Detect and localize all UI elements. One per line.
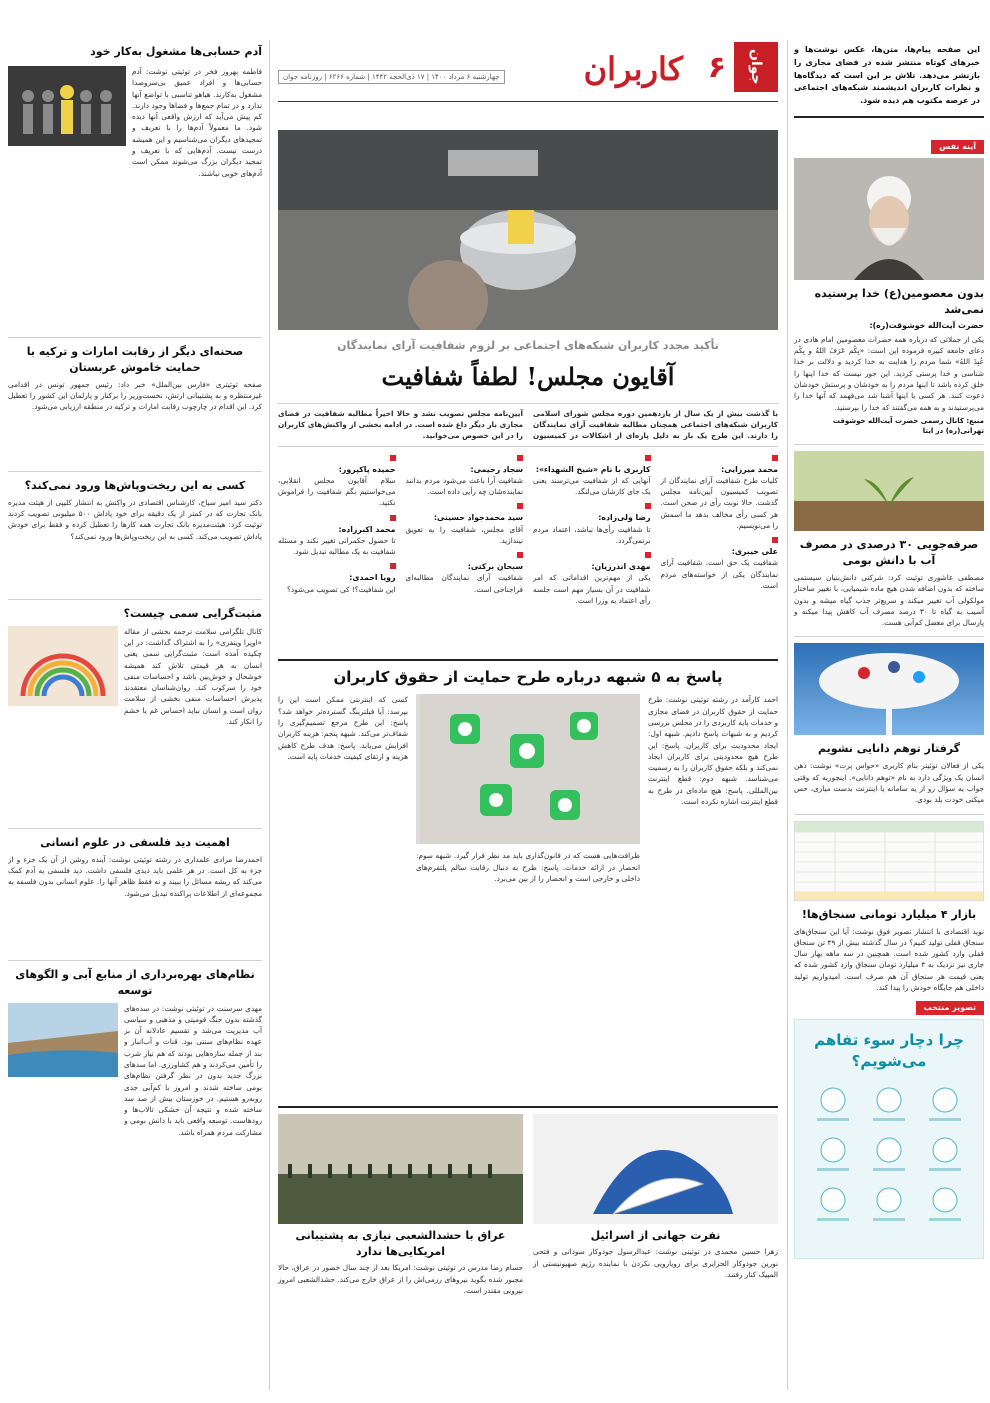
lead-comment-text: یکی از مهم‌ترین اقداماتی که امر شفافیت در آن بسیار مهم است جلسه رأی اعتماد به وزرا است.	[533, 573, 651, 605]
trap-body: یکی از فعالان توئیتر بنام کاربری «حواس پرت» نوشت: ذهن انسان یک ویژگی دارد به نام «توهم دانایی». اینجوریه که وقتی جواب یه سؤال رو از یه سامانه یا اینترنت بدست میاری، حس میکنی خودت بلد بودی.	[794, 761, 984, 805]
lead-items	[278, 453, 778, 653]
bullet-square-icon	[772, 455, 778, 461]
spreadsheet-icon	[795, 822, 983, 900]
iraq-photo	[278, 1114, 523, 1224]
intro-text: این صفحه پیام‌ها، متن‌ها، عکس نوشت‌ها و خبرهای کوتاه منتشر شده در فضای مجازی را بازنشر می‌دهد. تلاش بر این است که دیدگاه‌ها و نظرات کاربران اندیشمند شبکه‌های اجتماعی در عرصه مکتوب هم دیده شود.	[794, 45, 980, 106]
whatsapp-icons-icon	[420, 694, 640, 844]
lead-comment	[533, 501, 651, 546]
lead-comment-author: حمیده پاکپرور:	[338, 464, 396, 474]
dams-section	[8, 967, 262, 1373]
lead-comment-text: شفافیت یک حق است. شفافیت آرای نمایندگان یکی از خواسته‌های مردم است.	[660, 558, 778, 591]
bread-body: دکتر سید امیر سیاح، کارشناس اقتصادی در واکنش به انتشار کلیپی از هیئت مدیره بانک تجارت که در کمتر از یک دقیقه برای خود پاداش ۵۰۰ میلیونی تصویب کردند توئیت کرد: هیئت‌مدیره بانک تجارت همه کارها را تعطیل کرده و فقط برای خودش پاداش تصویب می‌کند. کسی به این ریخت‌وپاش‌ها ورود نمی‌کند؟	[8, 497, 262, 541]
judo-story	[533, 1114, 778, 1296]
mirror-source: منبع: کانال رسمی حضرت آیت‌الله خوشوقت تهرانی(ره) در ایتا	[832, 416, 984, 435]
lead-comment-author: محمد میرزایی:	[721, 464, 778, 474]
lead-comment-author: علی خیبری:	[731, 547, 778, 557]
protection-body-middle: ظرافت‌هایی هست که در قانون‌گذاری باید مد نظر قرار گیرد. شبهه سوم: انحصار در ارائه خدمات. پاسخ: طرح به دنبال رقابت سالم پلتفرم‌های داخلی و خارجی است و انحصار را از بین می‌برد.	[416, 851, 640, 883]
lead-comment	[533, 453, 651, 498]
intro-box	[794, 40, 984, 118]
people-figures-icon	[8, 66, 126, 146]
mirror-tag: آینه نفس	[931, 140, 984, 154]
dams-headline: نظام‌های بهره‌برداری از منابع آبی و الگوهای توسعه	[15, 967, 255, 997]
lead-comment-text: شفافیت آرای نمایندگان مطالبه‌ای فراجناحی است.	[405, 573, 523, 594]
center-column	[278, 0, 778, 1296]
lead-comment-text: سلام آقایون مجلس انقلابی، می‌خواستیم بگم شفافیت را فراموش نکنید.	[278, 475, 396, 508]
protection-headline: پاسخ به ۵ شبهه درباره طرح حمایت از حقوق کاربران	[333, 667, 723, 686]
logo-box	[734, 42, 778, 92]
dam-icon	[8, 1003, 118, 1077]
lead-comment-text: تا شفافیت رأی‌ها نباشد، اعتماد مردم برنمی‌گردد.	[533, 524, 651, 545]
positive-section	[8, 606, 262, 822]
lead-comment-author: رضا ولی‌زاده:	[598, 513, 651, 523]
lead-comment-text: این شفافیت؟! کی تصویب می‌شود؟	[287, 584, 396, 594]
lead-comment	[278, 453, 396, 509]
lead-summary: با گذشت بیش از یک سال از یازدهمین دوره مجلس شورای اسلامی کاربران شبکه‌های اجتماعی همچنان مطالبه شفافیت آرای نمایندگان را دارند. این طرح یک بار به دلیل پاره‌ای از اشکالات در کمیسیون آیین‌نامه مجلس تصویب نشد و حالا اخیراً مطالبه شفافیت در فضای مجازی بار دیگر داغ شده است. در ادامه بخشی از واکنش‌های کاربران را در این خصوص می‌خوانید.	[278, 408, 778, 441]
lead-comment	[406, 550, 524, 595]
lead-comment-text: آقای مجلس، شفافیت را به تعویق نیندازید.	[405, 524, 523, 545]
parliament-photo	[278, 130, 778, 330]
bullet-square-icon	[645, 503, 651, 509]
lead-comment-author: سید محمدجواد حسینی:	[433, 513, 523, 523]
bullet-square-icon	[390, 455, 396, 461]
iraq-headline: عراق با حشدالشعبی نیازی به پشتیبانی امریکایی‌ها ندارد	[295, 1229, 506, 1259]
water-headline: صرفه‌جویی ۳۰ درصدی در مصرف آب با دانش بومی	[799, 538, 979, 568]
lead-comment	[278, 561, 396, 594]
figures-photo	[8, 66, 126, 146]
mirror-byline: حضرت آیت‌الله خوشوقت(ره):	[869, 321, 984, 331]
lead-comment	[661, 453, 779, 532]
section-title: کاربران	[583, 50, 683, 88]
lead-comment-author: کاربری با نام «شیخ الشهداء»:	[535, 464, 651, 474]
human-section	[8, 44, 262, 331]
lead-comment-text: آنهایی که از شفافیت می‌ترسند یعنی یک جای کارشان می‌لنگد.	[533, 475, 651, 497]
judo-body: زهرا حسین محمدی در توئیتی نوشت: عبدالرسول جودوکار سودانی و فتحی نورین جودوکار الجزایری برای رویارویی نکردن با نماینده رژیم صهیونیستی از المپیک کنار رفتند.	[533, 1247, 778, 1279]
issue-info: چهارشنبه ۶ مرداد ۱۴۰۰ | ۱۷ ذی‌الحجه ۱۴۴۲ | شماره ۶۲۶۶ | روزنامه جوان	[278, 70, 505, 84]
water-body: مصطفی عاشوری توئیت کرد: شرکتی دانش‌بنیان سیستمی ساخته که بدون اضافه شدن هیچ ماده شیمیایی، با تغییر ساختار مولکولی آب تغییر میکند و سریع‌تر جذب گیاه میشه و بدون آسیب به گیاه تا ۳۰ درصد مصرف آب کاهش پیدا میکنه و پارسال برای معضل کم‌آبی هست.	[794, 572, 984, 628]
bullet-square-icon	[517, 455, 523, 461]
bread-headline: کسی به این ریخت‌وپاش‌ها ورود نمی‌کند؟	[24, 478, 246, 492]
philosophy-body: احمدرضا مرادی علمداری در رشته توئیتی نوشت: آینده روشن از آن یک جزء و از جزء به کل است. در هر علمی باید دیدی فلسفی داشت. دید فلسفی به آدم کمک می‌کند که ریشه مسائل را ببیند و نه فقط ظاهر آنها را. علوم انسانی بدون فلسفه به مجموعه‌ای از اطلاعات پراکنده تبدیل می‌شود.	[8, 854, 262, 898]
emirates-headline: صحنه‌ای دیگر از رقابت امارات و ترکیه با حمایت خاموش عربستان	[26, 344, 244, 374]
protection-body-left: کسی که اینترنتی ممکن است این را بپرسد: آیا فیلترینگ گسترده‌تر خواهد شد؟ پاسخ: این طرح مرجع تصمیم‌گیری را شفاف‌تر می‌کند. شبهه پنجم: هزینه کاربران افزایش می‌یابد. پاسخ: هدف طرح کاهش هزینه و ارتقای کیفیت خدمات پایه است.	[278, 695, 408, 761]
judo-photo	[533, 1114, 778, 1224]
featured-tag: تصویر منتخب	[916, 1001, 984, 1015]
ballot-box-icon	[278, 130, 778, 330]
lead-comment-author: محمد اکبرزاده:	[338, 524, 396, 534]
protection-body-right: احمد کارآمد در رشته توئیتی نوشت: طرح حمایت از حقوق کاربران در فضای مجازی و خدمات پایه کاربردی را در مجلس بررسی کردیم و به شبهات پاسخ دادیم. شبهه اول: ایجاد محدودیت برای کاربران. پاسخ: این طرح هیچ محدودیتی برای کاربران ایجاد نمی‌کند و بلکه حقوق کاربران را به رسمیت می‌شناسد. شبهه دوم: قطع اینترنت بین‌المللی. پاسخ: هیچ ماده‌ای در طرح به قطع اینترنت اشاره نکرده است.	[648, 695, 778, 807]
dams-body: مهدی سرسنت در توئیتی نوشت: در سده‌های گذشته بدون جنگ قومیتی و مذهبی و سیاسی آب مدیریت می‌شد و تقسیم عادلانه آن بر عهده نظام‌های سنتی بود. قنات و آب‌انبار و بند از جمله سازه‌هایی بودند که هم نیاز شرب را تأمین می‌کردند و هم کشاورزی. اما سدهای بزرگ جدید بدون در نظر گرفتن نظام‌های بومی ساخته شدند و امروز با کم‌آبی جدی روبه‌رو هستیم. در خوزستان بیش از صد سد ساخته شده و نتیجه آن خشکی تالاب‌ها و رودهاست. توسعه واقعی باید با دانش بومی و مشارکت مردم همراه باشد.	[124, 1003, 262, 1137]
lead-comment-text: تا حصول حکمرانی تغییر نکند و مسئله شفافیت به یک مطالبه تبدیل شود.	[278, 535, 396, 557]
iraq-story	[278, 1114, 523, 1296]
dam-photo	[8, 1003, 118, 1077]
mirror-body: یکی از جملاتی که درباره همه حضرات معصومین امام هادی در دعای جامعه کبیره فرموده این است: «بِکُم عَرَفَ اللهُ و بِکُم عُبِدَ اللهُ» شما مردم را هدایت به خدا کردید و دلالت بر خدا شناسی و خدا پرستی کردید. این جور نیست که خدا اینها را خلق کرده باشد تا اینها مردم را به خودشان و پرستش خودشان دعوت کنند. هر کسی با اینها آشنا شد می‌فهمد که آنها خدا را می‌پرستیدند و به همه می‌گفتند که خدا را بپرستید.	[794, 334, 984, 412]
judo-headline: نفرت جهانی از اسرائیل	[590, 1229, 721, 1243]
bazaar-headline: بازار ۴ میلیارد تومانی سنجاق‌ها!	[801, 907, 977, 921]
human-body: فاطمه بهروز فخر در توئیتی نوشت: آدم حسابی‌ها و افراد عمیق بی‌سروصدا مشغول به‌کارند. هیاهو تناسبی با تواضع آنها ندارد و در تمام جمع‌ها و فضاها وجود دارند. کم پیش می‌آید که ارزش واقعی آنها دیده شود. ما معمولاً آدم‌ها را با تعریف و تمجیدهای دیگران می‌شناسیم و این همیشه درست نیست. آدم‌هایی که با تعریف و تمجید دیگران بزرگ می‌شوند ممکن است آدم‌های خوبی نباشند.	[132, 66, 262, 178]
rainbow-drawing-icon	[8, 626, 118, 706]
featured-title: چرا دچار سوء تفاهم می‌شویم؟	[814, 1030, 964, 1070]
featured-poster	[794, 1019, 984, 1259]
right-column	[794, 0, 984, 1259]
lead-comment	[533, 550, 651, 606]
lead-comment-text: کلیات طرح شفافیت آرای نمایندگان از تصویب کمیسیون آیین‌نامه مجلس گذشت. حالا نوبت رأی در صحن است. هر کسی رأی مخالف بدهد ما اسمش را می‌نویسیم.	[660, 475, 778, 530]
infographic-icon	[803, 1080, 975, 1250]
bullet-square-icon	[645, 455, 651, 461]
logo-text: جوان	[748, 49, 765, 85]
lead-comment	[278, 513, 396, 558]
protection-body	[278, 694, 778, 1102]
rainbow-photo	[8, 626, 118, 706]
bullet-square-icon	[390, 515, 396, 521]
lead-comment-author: سبحان برکتی:	[467, 562, 523, 572]
parade-icon	[278, 1114, 523, 1224]
judo-icon	[533, 1114, 778, 1224]
mirror-section	[794, 140, 984, 436]
iraq-body: حسام رضا مدرس در توئیتی نوشت: امریکا بعد از چند سال حضور در عراق، حالا مجبور شده بگوید نیروهای رزمی‌اش را از عراق خارج می‌کند. حشدالشعبی امروز نیرویی مقتدر است.	[278, 1263, 523, 1295]
seedling-photo	[794, 451, 984, 531]
lead-comment-text: شفافیت آرا باعث می‌شود مردم بدانند نماینده‌شان چه رأیی داده است.	[405, 475, 523, 497]
seedling-icon	[794, 451, 984, 531]
bullet-square-icon	[772, 537, 778, 543]
lead-comment	[406, 453, 524, 498]
mirror-headline: بدون معصومین(ع) خدا پرستیده نمی‌شد	[814, 286, 984, 316]
positive-body: کانال تلگرامی سلامت ترجمه بخشی از مقاله «اوپرا وینفری» را به اشتراک گذاشت: در این چکیده آمده است: مثبت‌گرایی سمی یعنی انسان به هر قیمتی تلاش کند همیشه خوشحال و خوش‌بین باشد و احساسات منفی خود را سرکوب کند. روان‌شناسان معتقدند پذیرش احساسات منفی بخشی از سلامت روان است و انسان نباید احساس غم یا خشم را انکار کند.	[124, 626, 262, 727]
trap-headline: گرفتار توهم دانایی نشویم	[817, 742, 961, 756]
messaging-apps-photo	[416, 694, 640, 844]
positive-headline: مثبت‌گرایی سمی چیست؟	[123, 606, 262, 620]
bullet-square-icon	[390, 563, 396, 569]
page-number: ۶	[707, 50, 726, 85]
lead-comment	[661, 535, 779, 591]
left-column	[8, 0, 262, 1373]
social-cloud-icon	[794, 643, 984, 735]
lead-comment-author: مهدی اندرزیان:	[591, 562, 651, 572]
cleric-portrait-icon	[794, 158, 984, 280]
cleric-photo	[794, 158, 984, 280]
bullet-square-icon	[645, 552, 651, 558]
bazaar-body: نوید اقتصادی با انتشار تصویر فوق نوشت: آیا این سنجاق‌های سنجاق قفلی تولید کنیم؟ در سال گذشته بیش از ۴۹ تن سنجاق قفلی وارد کشور شده است. همچنین در سه ماهه بهار سال جاری نیز نزدیک به ۴ میلیارد تومان سنجاق وارد کشور شده که یعنی قیمت هر سنجاق آن هم صرف است. امیدواریم تولید داخلی هم جایگاه خودش را پیدا کند.	[794, 926, 985, 993]
masthead	[278, 42, 778, 102]
lead-kicker: تأکید مجدد کاربران شبکه‌های اجتماعی بر لزوم شفافیت آرای نمایندگان	[337, 339, 719, 352]
lead-comment-author: رویا احمدی:	[349, 573, 396, 583]
lead-headline: آقایون مجلس! لطفاً شفافیت	[381, 361, 675, 391]
lead-comment	[406, 501, 524, 546]
human-headline: آدم حسابی‌ها مشغول به‌کار خود	[90, 45, 262, 58]
emirates-body: صفحه توئیتری «فارس بین‌الملل» خبر داد: رئیس جمهور تونس در اقدامی غیرمنتظره و به پشتیبانی ارتش، نخست‌وزیر را برکنار و پارلمان این کشور را تعطیل کرد. این اقدام در چارچوب رقابت امارات و ترکیه در منطقه ارزیابی می‌شود.	[8, 379, 262, 412]
table-photo	[794, 821, 984, 901]
lead-comment-author: سجاد رحیمی:	[470, 464, 523, 474]
bullet-square-icon	[517, 552, 523, 558]
cloud-photo	[794, 643, 984, 735]
philosophy-headline: اهمیت دید فلسفی در علوم انسانی	[40, 835, 230, 849]
bullet-square-icon	[517, 503, 523, 509]
